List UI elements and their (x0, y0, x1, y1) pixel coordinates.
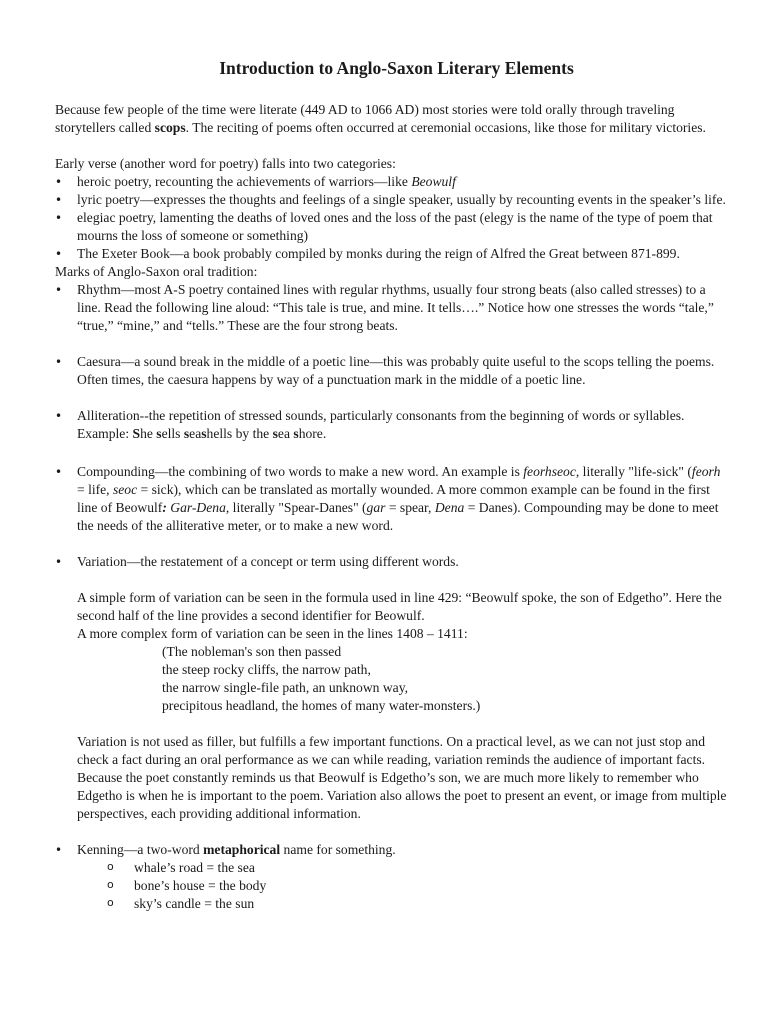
kenning-example: o whale’s road = the sea (107, 859, 728, 877)
verse-line: (The nobleman's son then passed (162, 644, 342, 659)
verse-line: the steep rocky cliffs, the narrow path, (162, 662, 371, 677)
scops-term: scops (154, 120, 186, 135)
verse-line: the narrow single-file path, an unknown way, (162, 680, 409, 695)
list-item-variation (55, 553, 728, 823)
list-item-caesura: • Caesura—a sound break in the middle of a poetic line—this was probably quite useful to the scops telling the poems. Often times, the caesura happens by way of a punctuation mark in the middle of a poetic line. (55, 353, 728, 389)
metaphorical-term: metaphorical (203, 842, 281, 857)
marks-heading: Marks of Anglo-Saxon oral tradition: (55, 264, 258, 279)
list-item-heroic: • heroic poetry, recounting the achievements of warriors—like Beowulf (55, 173, 728, 191)
kenning-example: o sky’s candle = the sun (107, 895, 728, 913)
list-item-lyric: • lyric poetry—expresses the thoughts and feelings of a single speaker, usually by recounting events in the speaker’s life. (55, 191, 728, 209)
list-item-compounding: • Compounding—the combining of two words to make a new word. An example is feorhseoc, literally "life-sick" (feorh = life, seoc = sick), which can be translated as mortally wounded. A more common example can be found in the first line of Beowulf: Gar-Dena, literally "Spear-Danes" (gar = spear, Dena = Danes). Compounding may be done to meet the needs of the alliterative meter, or to make a new word. (55, 463, 728, 535)
verse-quote (77, 643, 728, 715)
categories-list (55, 173, 728, 263)
page-title: Introduction to Anglo-Saxon Literary Elements (219, 58, 574, 78)
categories-heading: Early verse (another word for poetry) falls into two categories: (55, 156, 396, 171)
variation-complex: A more complex form of variation can be seen in the lines 1408 – 1411: (77, 626, 468, 641)
variation-purpose: Variation is not used as filler, but fulfills a few important functions. On a practical level, as we can not just stop and check a fact during an oral performance as we can while reading, variation reminds the audience of important facts. Because the poet constantly reminds us that Beowulf is Edgetho’s son, we are much more likely to remember who Edgetho is when he is important to the poem. Variation also allows the poet to present an event, or image from multiple perspectives, each providing additional information. (77, 734, 727, 821)
variation-simple: A simple form of variation can be seen in the formula used in line 429: “Beowulf spoke, the son of Edgetho”. Here the second half of the line provides a second identifier for Beowulf. (77, 590, 722, 623)
list-item-exeter: • The Exeter Book—a book probably compiled by monks during the reign of Alfred the Great between 871-899. (55, 245, 728, 263)
kenning-examples (77, 859, 728, 913)
intro-paragraph (55, 101, 728, 137)
verse-line: precipitous headland, the homes of many water-monsters.) (162, 698, 481, 713)
list-item-alliteration: • Alliteration--the repetition of stressed sounds, particularly consonants from the beginning of words or syllables. Example: She sells seashells by the sea shore. (55, 407, 728, 443)
beowulf-title: Beowulf (411, 174, 456, 189)
kenning-example: o bone’s house = the body (107, 877, 728, 895)
list-item-elegiac: • elegiac poetry, lamenting the deaths of loved ones and the loss of the past (elegy is the name of the type of poem that mourns the loss of someone or something) (55, 209, 728, 245)
intro-text: Because few people of the time were literate (449 AD to 1066 AD) most stories were told orally through traveling storytellers called (55, 102, 675, 135)
marks-list (55, 281, 728, 913)
intro-text-end: . The reciting of poems often occurred at ceremonial occasions, like those for military victories. (185, 120, 706, 135)
variation-definition: • Variation—the restatement of a concept or term using different words. (77, 554, 459, 569)
list-item-kenning: • Kenning—a two-word metaphorical name for something. o whale’s road = the sea o bone’s house = the body o sky’s candle = the sun (55, 841, 728, 913)
list-item-rhythm: • Rhythm—most A-S poetry contained lines with regular rhythms, usually four strong beats (also called stresses) to a line. Read the following line aloud: “This tale is true, and mine. It tells….” Notice how one stresses the words “tale,” “true,” “mine,” and “tells.” These are the four strong beats. (55, 281, 728, 335)
